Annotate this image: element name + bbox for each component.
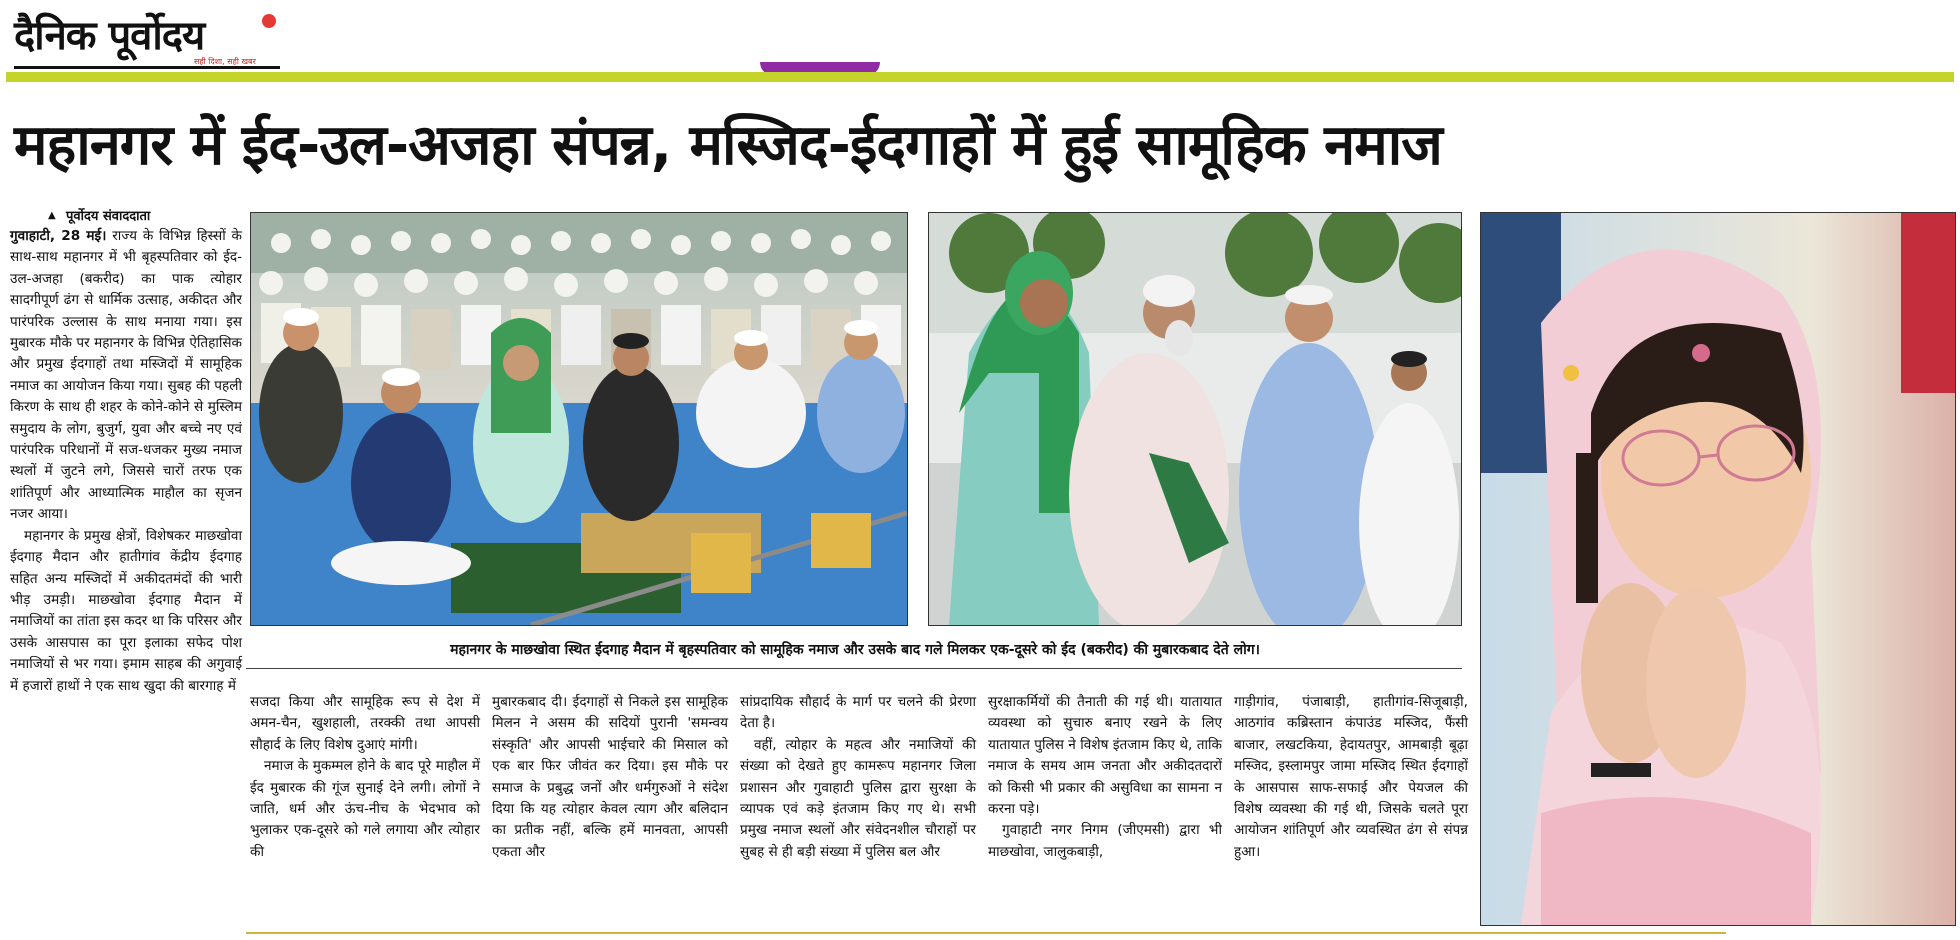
paragraph: सजदा किया और सामूहिक रूप से देश में अमन-चैन, खुशहाली, तरक्की तथा आपसी सौहार्द के लिए विशेष दुआएं मांगी। (250, 694, 480, 753)
byline: पूर्वोदय संवाददाता (66, 209, 151, 224)
paragraph: सांप्रदायिक सौहार्द के मार्ग पर चलने की प्रेरणा देता है। (740, 694, 976, 732)
article-column-3 (492, 692, 728, 863)
article-column-2 (250, 692, 480, 863)
tagline: सही दिशा, सही खबर (194, 57, 256, 66)
photo-eid-embrace (928, 212, 1462, 626)
article-column-1 (10, 226, 242, 697)
dateline: गुवाहाटी, 28 मई। (10, 228, 107, 244)
caption-rule (246, 668, 1462, 669)
masthead-color-bar (6, 72, 1954, 82)
paragraph: महानगर के प्रमुख क्षेत्रों, विशेषकर माछखोवा ईदगाह मैदान और हातीगांव केंद्रीय ईदगाह सहित अन्य मस्जिदों में अकीदतमंदों की भारी भीड़ उमड़ी। माछखोवा ईदगाह मैदान में नमाजियों का तांता इस कदर था कि परिसर और उसके आसपास का पूरा इलाका सफेद पोश नमाजियों से भर गया। इमाम साहब की अगुवाई में हजारों हाथों ने एक साथ खुदा की बारगाह में (10, 527, 242, 694)
article-column-4 (740, 692, 976, 863)
paragraph: गाड़ीगांव, पंजाबाड़ी, हातीगांव-सिजूबाड़ी, आठगांव कब्रिस्तान कंपाउंड मस्जिद, फैंसी बाजार, लखटकिया, हेदायतपुर, आमबाड़ी बूढ़ा मस्जिद, इस्लामपुर जामा मस्जिद स्थित ईदगाहों के आसपास साफ-सफाई और पेयजल की विशेष व्यवस्था की गई थी, जिसके चलते पूरा आयोजन शांतिपूर्ण और व्यवस्थित ढंग से संपन्न हुआ। (1234, 694, 1468, 860)
masthead (0, 0, 1960, 82)
paragraph: गुवाहाटी नगर निगम (जीएमसी) द्वारा भी माछखोवा, जालुकबाड़ी, (988, 822, 1222, 860)
logo-dot-icon (262, 14, 276, 28)
paragraph: वहीं, त्योहार के महत्व और नमाजियों की संख्या को देखते हुए कामरूप महानगर जिला प्रशासन और गुवाहाटी पुलिस द्वारा सुरक्षा के व्यापक एवं कड़े इंतजाम किए गए थे। सभी प्रमुख नमाज स्थलों और संवेदनशील चौराहों पर सुबह से ही बड़ी संख्या में पुलिस बल और (740, 736, 976, 860)
paragraph: नमाज के मुकम्मल होने के बाद पूरे माहौल में ईद मुबारक की गूंज सुनाई देने लगी। लोगों ने जाति, धर्म और ऊंच-नीच के भेदभाव को भुलाकर एक-दूसरे को गले लगाया और त्योहार की (250, 758, 480, 860)
newspaper-logo: दैनिक पूर्वोदय (14, 13, 205, 59)
bottom-rule (246, 932, 1726, 934)
article-column-6 (1234, 692, 1468, 863)
paragraph: मुबारकबाद दी। ईदगाहों से निकले इस सामूहिक मिलन ने असम की सदियों पुरानी 'समन्वय संस्कृति' और आपसी भाईचारे की मिसाल को एक बार फिर जीवंत कर दिया। इस मौके पर समाज के प्रबुद्ध जनों और धर्मगुरुओं ने संदेश दिया कि यह त्योहार केवल त्याग और बलिदान का प्रतीक नहीं, बल्कि हमें मानवता, आपसी एकता और (492, 694, 728, 860)
photo-caption: महानगर के माछखोवा स्थित ईदगाह मैदान में बृहस्पतिवार को सामूहिक नमाज और उसके बाद गले मिलकर एक-दूसरे को ईद (बकरीद) की मुबारकबाद देते लोग। (450, 642, 1260, 658)
paragraph: सुरक्षाकर्मियों की तैनाती की गई थी। यातायात व्यवस्था को सुचारु बनाए रखने के लिए यातायात पुलिस ने विशेष इंतजाम किए थे, ताकि नमाज के समय आम जनता और अकीदतदारों को किसी भी प्रकार की असुविधा का सामना न करना पड़े। (988, 694, 1222, 818)
article-column-5 (988, 692, 1222, 863)
logo-underline (14, 66, 280, 69)
triangle-icon: ▲ (48, 210, 56, 221)
photo-girl-praying (1480, 212, 1956, 926)
paragraph: राज्य के विभिन्न हिस्सों के साथ-साथ महानगर में भी बृहस्पतिवार को ईद-उल-अजहा (बकरीद) का पाक त्योहार सादगीपूर्ण ढंग से धार्मिक उत्साह, अकीदत और पारंपरिक उल्लास के साथ मनाया गया। इस मुबारक मौके पर महानगर के विभिन्न ऐतिहासिक और प्रमुख ईदगाहों तथा मस्जिदों में सामूहिक नमाज का आयोजन किया गया। सुबह की पहली किरण के साथ ही शहर के कोने-कोने से मुस्लिम समुदाय के लोग, बुजुर्ग, युवा और बच्चे नए एवं पारंपरिक परिधानों में सज-धजकर मुख्य नमाज स्थलों में जुटने लगे, जिससे चारों तरफ एक शांतिपूर्ण और आध्यात्मिक माहौल का सृजन नजर आया। (10, 228, 242, 523)
headline: महानगर में ईद-उल-अजहा संपन्न, मस्जिद-ईदगाहों में हुई सामूहिक नमाज (14, 113, 1442, 178)
photo-crowd-namaz (250, 212, 908, 626)
